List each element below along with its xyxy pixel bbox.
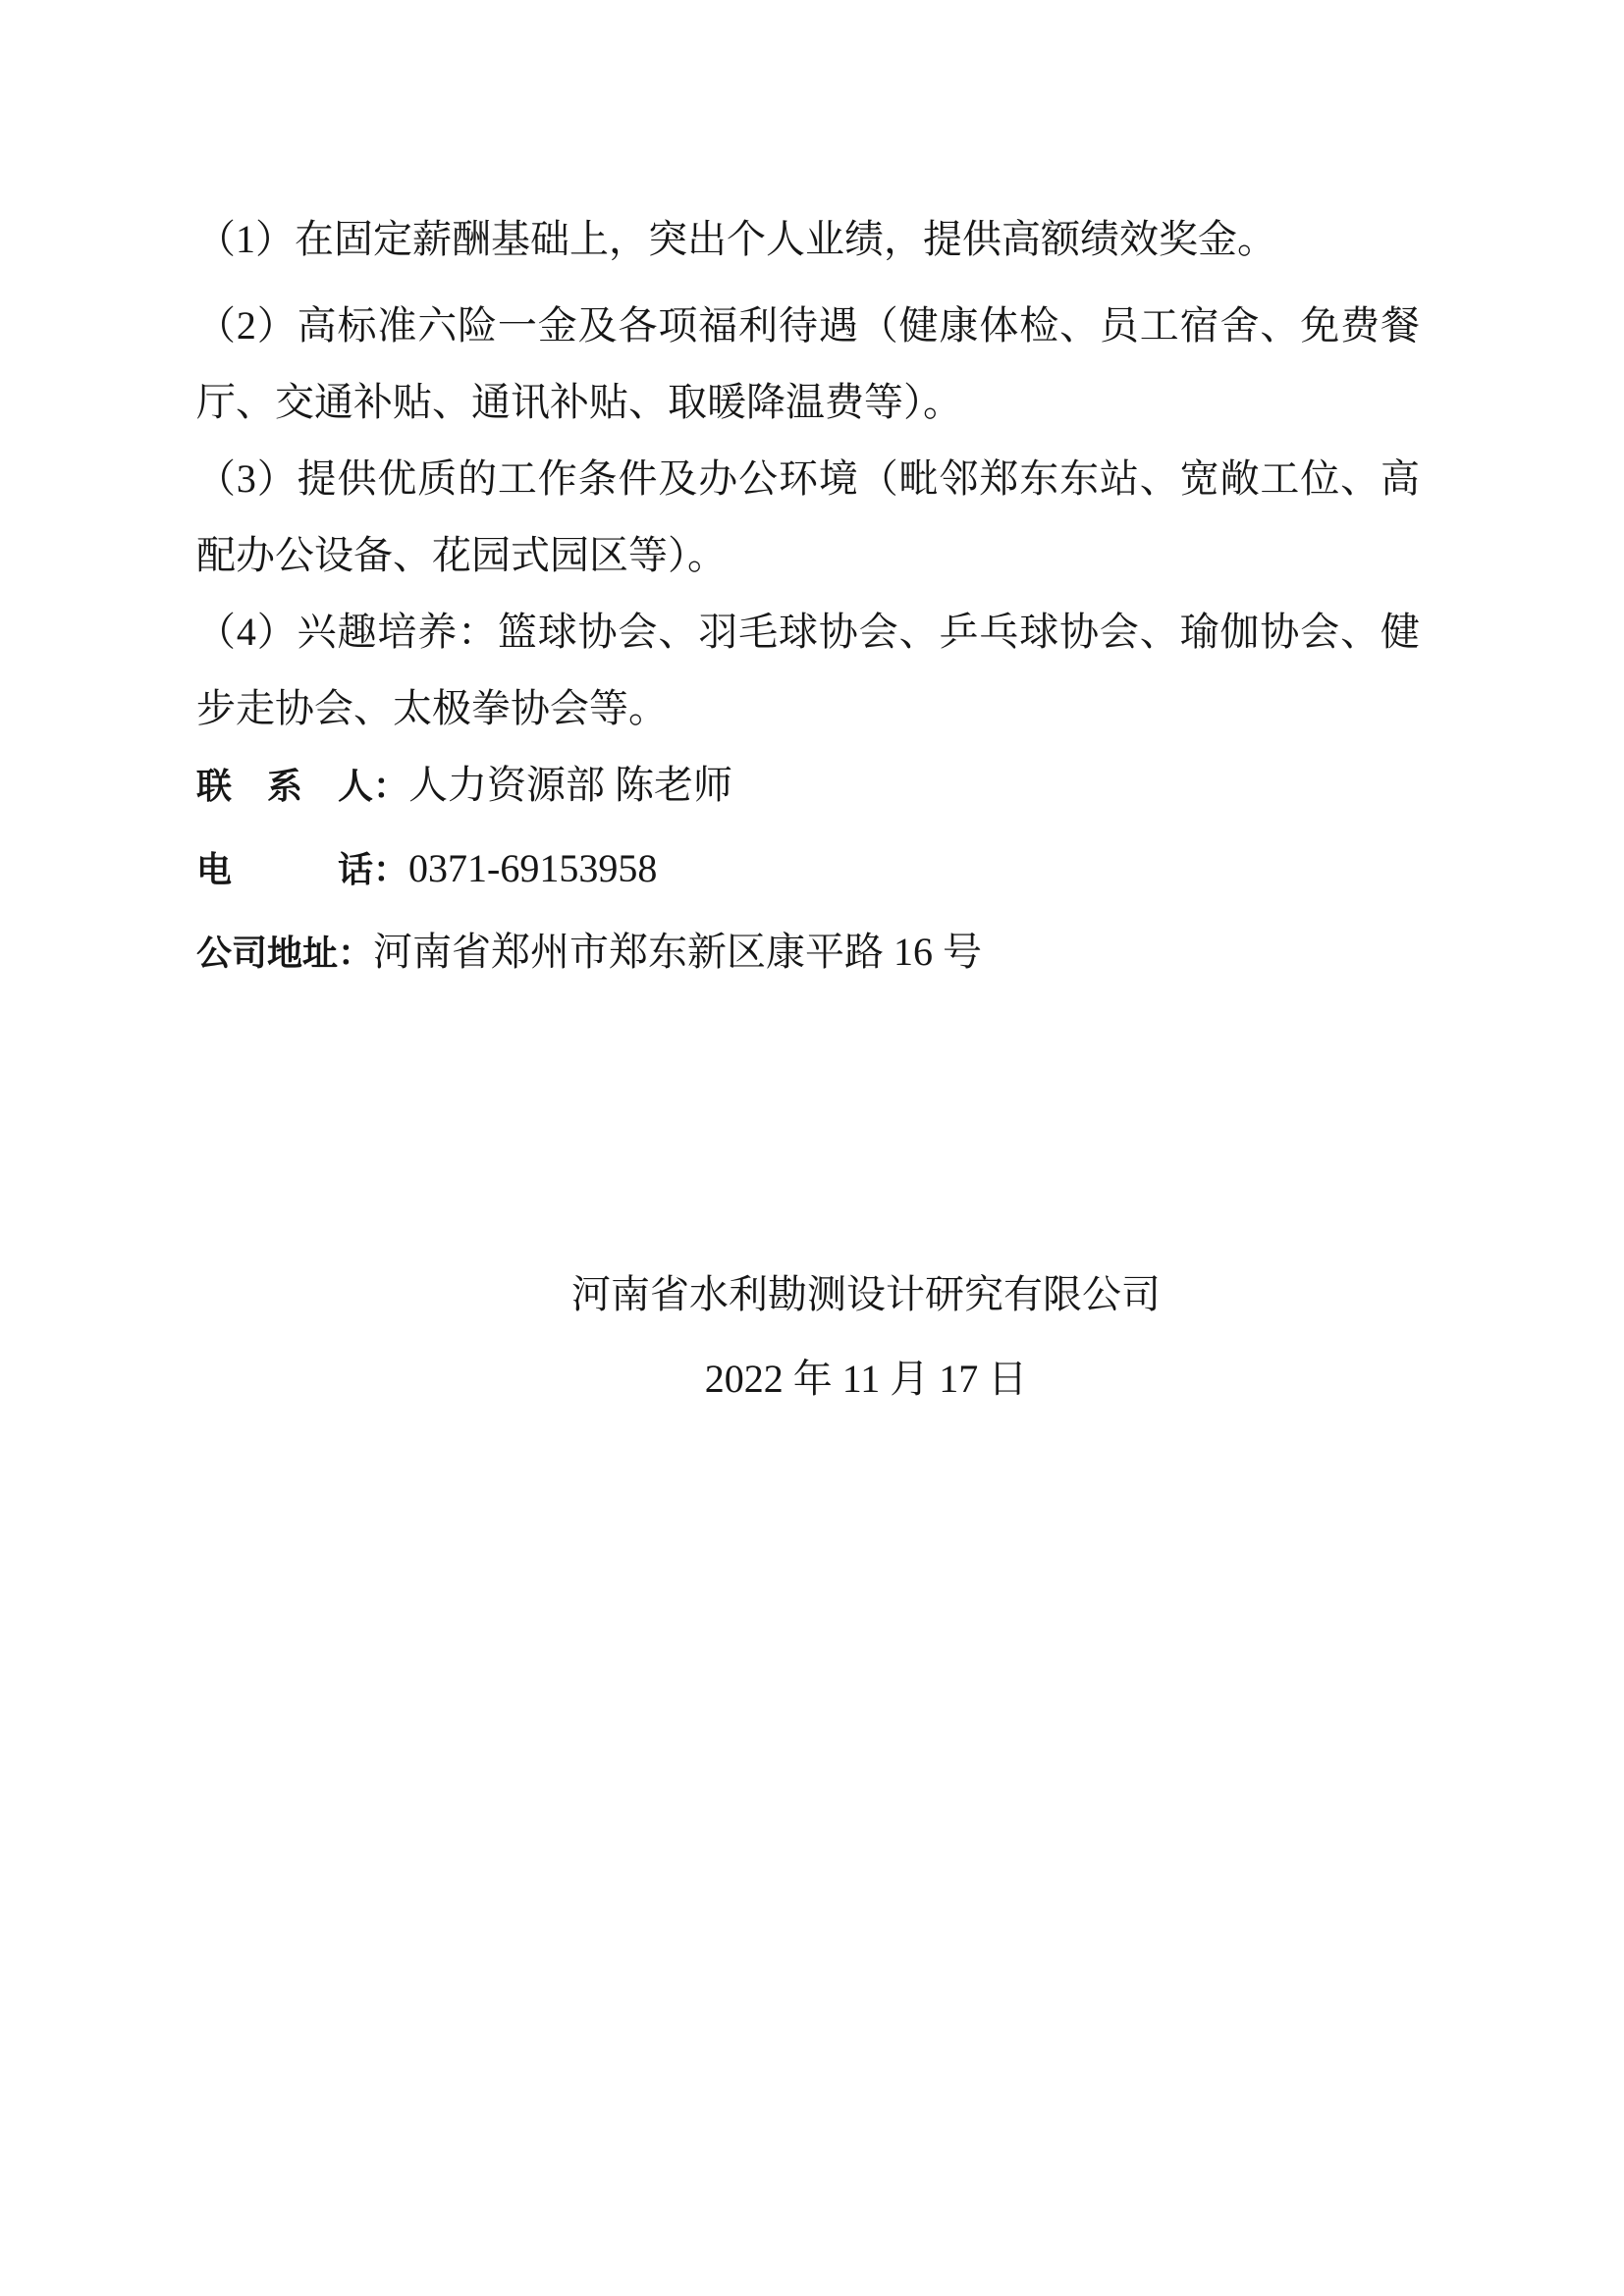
benefit-paragraph-4: （4）兴趣培养：篮球协会、羽毛球协会、乒乓球协会、瑜伽协会、健步走协会、太极拳协会等。 [196, 610, 1420, 730]
contact-address-label: 公司地址： [196, 934, 374, 973]
contact-phone-label: 电 话： [196, 850, 409, 889]
contact-phone-value: 0371-69153958 [408, 846, 658, 890]
contact-phone-line [196, 830, 1420, 908]
benefit-paragraph-3: （3）提供优质的工作条件及办公环境（毗邻郑东东站、宽敞工位、高配办公设备、花园式园区等）。 [196, 456, 1420, 577]
contact-person-value: 人力资源部 陈老师 [408, 763, 733, 807]
benefit-paragraph-2: （2）高标准六险一金及各项福利待遇（健康体检、员工宿舍、免费餐厅、交通补贴、通讯补贴、取暖降温费等）。 [196, 303, 1420, 424]
signature-date: 2022 年 11 月 17 日 [704, 1357, 1028, 1401]
signature-block [552, 1256, 1180, 1417]
contact-person-label: 联 系 人： [196, 767, 409, 806]
contact-person-line [196, 747, 1420, 825]
benefit-paragraph-1: （1）在固定薪酬基础上，突出个人业绩，提供高额绩效奖金。 [196, 217, 1276, 261]
signature-company: 河南省水利勘测设计研究有限公司 [571, 1272, 1161, 1316]
contact-address-line [196, 914, 1420, 991]
contact-address-value: 河南省郑州市郑东新区康平路 16 号 [373, 930, 983, 974]
